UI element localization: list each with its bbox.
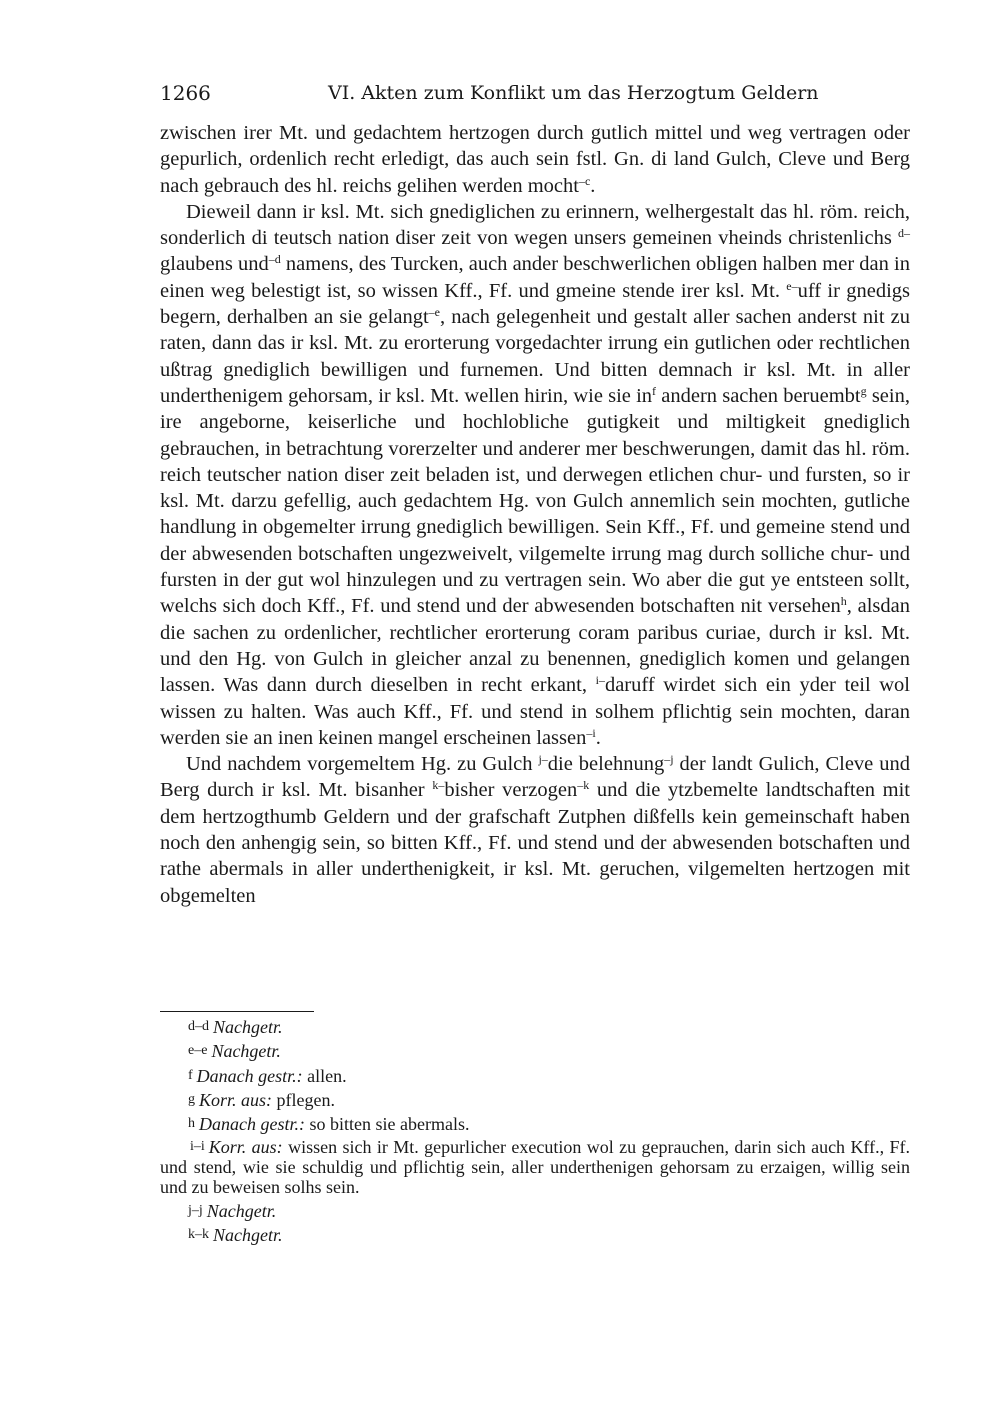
footnote-label: Danach gestr.: [196,1065,303,1086]
footnote-marker: j– [538,752,548,767]
footnote-label: Nachgetr. [211,1041,281,1062]
text-run: und die ytzbemelte landtschaften mit dem hertzogthumb Geldern und der grafschaft Zutphen dißfells kein gemeinschaft haben noch den anhengig sein, so bitten Kff., Ff. und stend und der abwesenden botschaften und rathe abermals in aller underthenigkeit, ir ksl. Mt. geruchen, vilgemelten hertzogen mit obgemelten [160,779,910,907]
footnote-item [160,1224,910,1246]
running-title: VI. Akten zum Konflikt um das Herzogtum Geldern [328,82,819,104]
footnote-marker: –j [664,752,674,767]
text-run: andern sachen beruembt [656,384,861,407]
footnote-text: wissen sich ir Mt. gepurlicher execution wol zu geprauchen, darin sich auch Kff., Ff. und stend, wie sie schuldig und pflichtig sein, aller underthenigen gehorsam zu erzaigen, willig sein und zu beweisen solhs sein. [160,1137,910,1198]
footnote-marker: d– [898,226,910,241]
text-run: glaubens und [160,253,269,276]
footnote-item [160,1065,910,1087]
footnote-item [160,1089,910,1111]
footnote-marker: –i [586,725,596,740]
footnote-key: i–i [190,1139,205,1155]
footnote-marker: h [840,594,847,609]
page-number: 1266 [160,81,211,105]
footnote-divider [160,1011,314,1012]
text-run: namens, des Turcken, auch ander beschwerlichen obligen halben mer dan in einen weg belestigt ist, so wissen Kff., Ff. und gmeine stende irer ksl. Mt. [160,253,910,302]
footnote-marker: f [652,383,657,398]
footnote-key: k–k [188,1227,209,1243]
footnote-label: Nachgetr. [213,1225,283,1246]
footnote-label: Nachgetr. [206,1200,277,1221]
footnote-key: d–d [188,1019,209,1034]
text-run: sein, ire angeborne, keiserliche und hochlobliche gutigkeit und miltigkeit gnediglich gebrauchen, in betrachtung vorerzelter und anderer mer beschwerungen, damit das hl. röm. reich teutscher nation diser zeit beladen ist, und derwegen etlichen chur- und fursten, so ir ksl. Mt. darzu gefellig, auch gedachtem Hg. von Gulch annemlich sein mochten, gutliche handlung in obgemelter irrung gnediglich bewilligen. Sein Kff., Ff. und gemeine stend und der abwesenden botschaften ungezweivelt, vilgemelte irrung mag durch solliche chur- und fursten in der gut wol hinzulegen und zu vertragen sein. Wo aber die gut ye entsteen sollt, welchs sich doch Kff., Ff. und stend und der abwesenden botschaften nit versehen [160,384,910,618]
footnote-key: j–j [188,1202,203,1218]
footnote-label: Korr. aus: [199,1089,273,1110]
text-run: die belehnung [547,753,665,776]
footnote-marker: –e [428,305,440,320]
footnote-item [160,1200,910,1222]
footnote-marker: i– [595,673,605,688]
footnote-key: f [188,1067,193,1083]
footnote-text: pflegen. [272,1089,336,1110]
paragraph-1 [160,120,910,199]
footnote-marker: –d [268,252,281,267]
text-run: der landt Gulich, Cleve und Berg durch ir ksl. Mt. bisanher [160,753,910,802]
footnote-marker: e– [786,278,798,293]
footnote-key: h [188,1116,195,1132]
paragraph-2 [160,199,910,751]
text-run: Dieweil dann ir ksl. Mt. sich gnediglichen zu erinnern, welhergestalt das hl. röm. reich, sonderlich di teutsch nation diser zeit von wegen unsers gemeinen vheinds christenlichs [160,200,910,250]
footnote-key: e–e [188,1043,208,1059]
text-run: , alsdan die sachen zu ordenlicher, rechtlicher erorterung coram paribus curiae, durch ir ksl. Mt. und den Hg. von Gulch in gleicher anzal zu benennen, gnediglich komen und gelangen lassen. Was dann durch dieselben in recht erkant, [160,595,910,697]
paragraph-3 [160,751,910,909]
footnote-marker: g [860,383,867,398]
footnote-text: allen. [302,1065,347,1086]
footnote-marker: k– [432,778,445,793]
text-run: . [595,726,601,749]
footnote-label: Korr. aus: [208,1137,283,1158]
footnote-item [160,1016,910,1038]
text-run: . [590,174,596,197]
footnote-label: Nachgetr. [213,1017,283,1037]
footnote-key: g [188,1091,195,1107]
text-run: uff ir gnedigs begern, derhalben an sie gelangt [160,279,910,329]
text-run: zwischen irer Mt. und gedachtem hertzogen durch gutlich mittel und weg vertragen oder gepurlich, ordenlich recht erledigt, das auch sein fstl. Gn. di land Gulch, Cleve und Berg nach gebrauch des hl. reichs gelihen werden mocht [160,122,910,197]
footnote-text: so bitten sie abermals. [305,1114,470,1135]
footnote-item [160,1040,910,1062]
main-text [160,120,910,909]
footnote-marker: –k [577,778,590,793]
text-run: , nach gelegenheit und gestalt aller sachen anderst nit zu raten, dann das ir ksl. Mt. zu erorterung vorgedachter irrung ein gutlichen oder rechtlichen ußtrag gnediglich bewilligen und furnemen. Und bitten demnach ir ksl. Mt. in aller underthenigem gehorsam, ir ksl. Mt. wellen hirin, wie sie in [160,306,910,407]
text-run: bisher verzogen [444,779,578,802]
footnote-marker: –c [578,173,591,188]
footnote-label: Danach gestr.: [199,1114,305,1135]
footnote-item [160,1113,910,1135]
footnotes [160,1016,910,1248]
text-run: Und nachdem vorgemeltem Hg. zu Gulch [186,753,539,776]
text-run: daruff wirdet sich ein yder teil wol wissen zu halten. Was auch Kff., Ff. und stend in solhem pflichtig sein mochten, daran werden sie an inen keinen mangel erscheinen lassen [160,674,911,749]
footnote-item [160,1137,910,1197]
